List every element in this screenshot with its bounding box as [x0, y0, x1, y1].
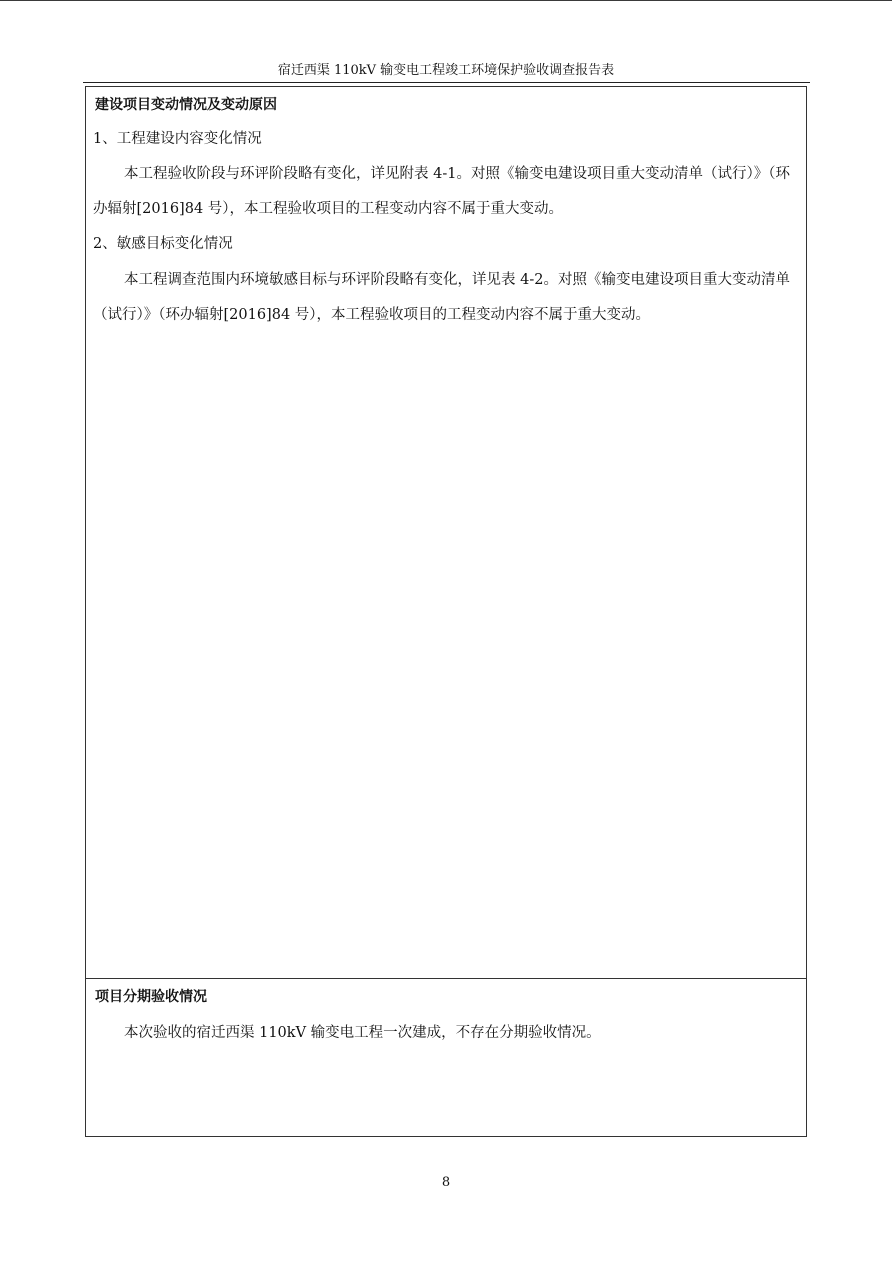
document-header-title: 宿迁西渠 110kV 输变电工程竣工环境保护验收调查报告表	[277, 63, 615, 78]
item2-paragraph: 本工程调查范围内环境敏感目标与环评阶段略有变化，详见表 4-2。对照《输变电建设项目重大变动清单（试行）》（环办辐射[2016]84 号），本工程验收项目的工程变动内容不属于重大变动。	[93, 272, 790, 323]
page-number: 8	[441, 1175, 451, 1190]
section-project-changes	[86, 87, 806, 979]
section-heading-changes: 建设项目变动情况及变动原因	[95, 97, 277, 113]
section-phased-acceptance	[86, 979, 806, 1136]
item1-title: 1、工程建设内容变化情况	[93, 131, 262, 147]
section-heading-phased: 项目分期验收情况	[95, 989, 207, 1005]
report-table	[85, 86, 807, 1137]
item2-title: 2、敏感目标变化情况	[93, 236, 233, 252]
phased-paragraph: 本次验收的宿迁西渠 110kV 输变电工程一次建成，不存在分期验收情况。	[124, 1025, 601, 1041]
header-divider	[83, 82, 810, 83]
item1-paragraph: 本工程验收阶段与环评阶段略有变化，详见附表 4-1。对照《输变电建设项目重大变动清单（试行）》（环办辐射[2016]84 号），本工程验收项目的工程变动内容不属于重大变动。	[93, 166, 790, 217]
page-top-border	[0, 0, 892, 1]
